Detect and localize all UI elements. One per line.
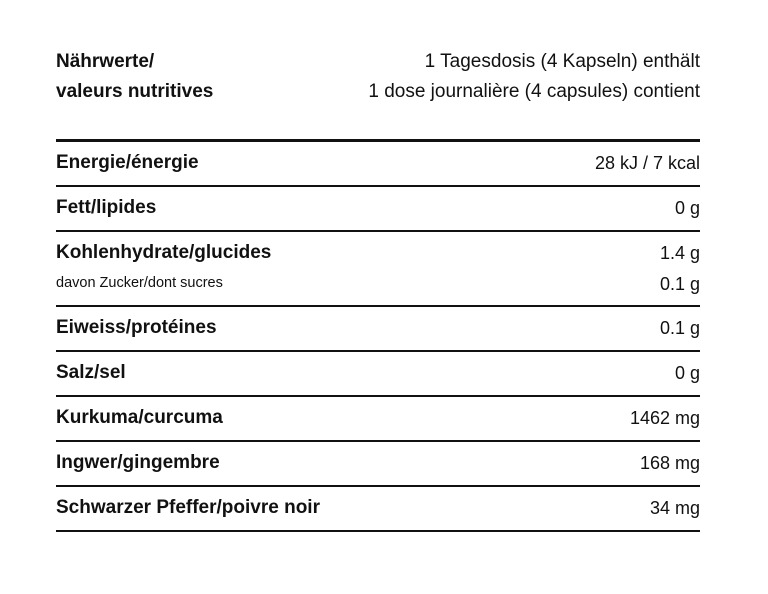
nutrient-row-black-pepper	[56, 497, 700, 521]
nutrient-value: 34 mg	[649, 498, 700, 518]
title-line-german: Nährwerte/	[56, 51, 155, 72]
row-divider	[56, 230, 700, 232]
nutrient-value: 168 mg	[639, 453, 700, 473]
nutrient-label: Kurkuma/curcuma	[56, 407, 223, 428]
nutrient-subvalue: 0.1 g	[659, 274, 700, 294]
nutrient-row-fat	[56, 197, 700, 221]
nutrient-row-protein	[56, 317, 700, 341]
nutrient-row-salt	[56, 362, 700, 386]
row-divider	[56, 185, 700, 187]
nutrient-label: Ingwer/gingembre	[56, 452, 220, 473]
row-divider	[56, 395, 700, 397]
serving-line-french: 1 dose journalière (4 capsules) contient	[368, 81, 700, 102]
nutrient-label: Salz/sel	[56, 362, 126, 383]
nutrient-value: 0 g	[674, 363, 700, 383]
table-title	[56, 47, 213, 107]
nutrient-label: Fett/lipides	[56, 197, 157, 218]
nutrient-sublabel: davon Zucker/dont sucres	[56, 275, 223, 291]
nutrient-label: Schwarzer Pfeffer/poivre noir	[56, 497, 320, 518]
nutrient-row-ginger	[56, 452, 700, 476]
header-divider	[56, 139, 700, 142]
nutrient-value: 0 g	[674, 198, 700, 218]
nutrition-facts-panel	[56, 0, 700, 594]
nutrient-label: Eiweiss/protéines	[56, 317, 217, 338]
table-bottom-divider	[56, 530, 700, 532]
nutrient-value: 1.4 g	[659, 243, 700, 263]
row-divider	[56, 350, 700, 352]
row-divider	[56, 485, 700, 487]
nutrient-value: 1462 mg	[629, 408, 700, 428]
nutrient-value: 0.1 g	[659, 318, 700, 338]
serving-description	[368, 47, 700, 107]
row-divider	[56, 440, 700, 442]
nutrient-row-turmeric	[56, 407, 700, 431]
serving-line-german: 1 Tagesdosis (4 Kapseln) enthält	[424, 51, 700, 72]
nutrient-label: Kohlenhydrate/glucides	[56, 242, 272, 263]
row-divider	[56, 305, 700, 307]
nutrient-label: Energie/énergie	[56, 152, 199, 173]
nutrient-row-energy	[56, 152, 700, 176]
nutrient-row-carbohydrates	[56, 242, 700, 298]
title-line-french: valeurs nutritives	[56, 81, 214, 102]
nutrient-value: 28 kJ / 7 kcal	[594, 153, 700, 173]
